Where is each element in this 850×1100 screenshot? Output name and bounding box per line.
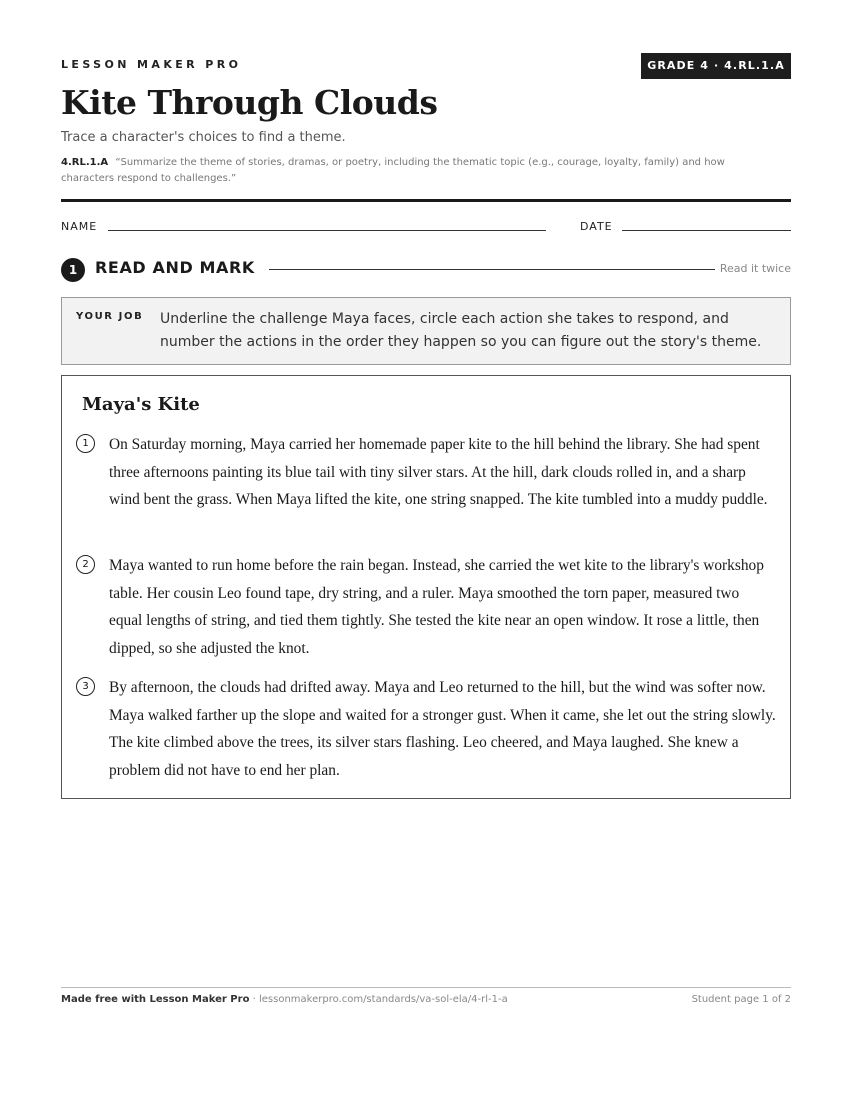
page-indicator: Student page 1 of 2: [691, 994, 791, 1005]
standard-code: 4.RL.1.A: [61, 157, 109, 168]
date-field[interactable]: [622, 230, 791, 231]
brand-name: LESSON MAKER PRO: [61, 58, 242, 71]
footer-credit: [61, 994, 508, 1005]
instructions-label: YOUR JOB: [76, 311, 144, 322]
story-paragraph: [76, 674, 776, 784]
worksheet-page: [61, 0, 791, 1100]
paragraph-number: 1: [76, 434, 95, 453]
story-paragraph: [76, 431, 776, 514]
footer-url[interactable]: · lessonmakerpro.com/standards/va-sol-ela/4-rl-1-a: [249, 994, 508, 1005]
paragraph-number: 2: [76, 555, 95, 574]
story-title: Maya's Kite: [82, 394, 200, 415]
header-divider: [61, 199, 791, 202]
paragraph-text: Maya wanted to run home before the rain began. Instead, she carried the wet kite to the library's workshop table. Her cousin Leo found tape, dry string, and a ruler. Maya smoothed the torn paper, measured two equal lengths of string, and tied them tightly. She tested the kite near an open window. It rose a little, then dipped, so she adjusted the knot.: [109, 557, 764, 657]
paragraph-number: 3: [76, 677, 95, 696]
name-label: NAME: [61, 220, 98, 233]
standard-description: [61, 155, 781, 187]
name-field[interactable]: [108, 230, 546, 231]
section-note: Read it twice: [719, 262, 791, 275]
instructions-box: [61, 297, 791, 365]
instructions-text: Underline the challenge Maya faces, circle each action she takes to respond, and number the actions in the order they happen so you can figure out the story's theme.: [160, 311, 762, 350]
footer-divider: [61, 987, 791, 988]
story-passage: [61, 375, 791, 799]
standard-text: “Summarize the theme of stories, dramas, or poetry, including the thematic topic (e.g., courage, loyalty, family) and how characters respond to challenges.”: [61, 157, 725, 184]
section-divider: [269, 269, 715, 270]
paragraph-text: By afternoon, the clouds had drifted away. Maya and Leo returned to the hill, but the wind was softer now. Maya walked farther up the slope and waited for a stronger gust. When it came, she let out the string slowly. The kite climbed above the trees, its silver stars flashing. Leo cheered, and Maya laughed. She knew a problem did not have to end her plan.: [109, 679, 776, 779]
story-paragraph: [76, 552, 776, 662]
worksheet-subtitle: Trace a character's choices to find a theme.: [61, 130, 346, 145]
section-title: READ AND MARK: [95, 258, 255, 277]
paragraph-text: On Saturday morning, Maya carried her homemade paper kite to the hill behind the library. She had spent three afternoons painting its blue tail with tiny silver stars. At the hill, dark clouds rolled in, and a sharp wind bent the grass. When Maya lifted the kite, one string snapped. The kite tumbled into a muddy puddle.: [109, 436, 768, 508]
worksheet-title: Kite Through Clouds: [61, 83, 438, 122]
grade-badge: GRADE 4 · 4.RL.1.A: [641, 53, 791, 79]
date-label: DATE: [580, 220, 613, 233]
section-number-badge: 1: [61, 258, 85, 282]
footer-made-with: Made free with Lesson Maker Pro: [61, 994, 250, 1005]
